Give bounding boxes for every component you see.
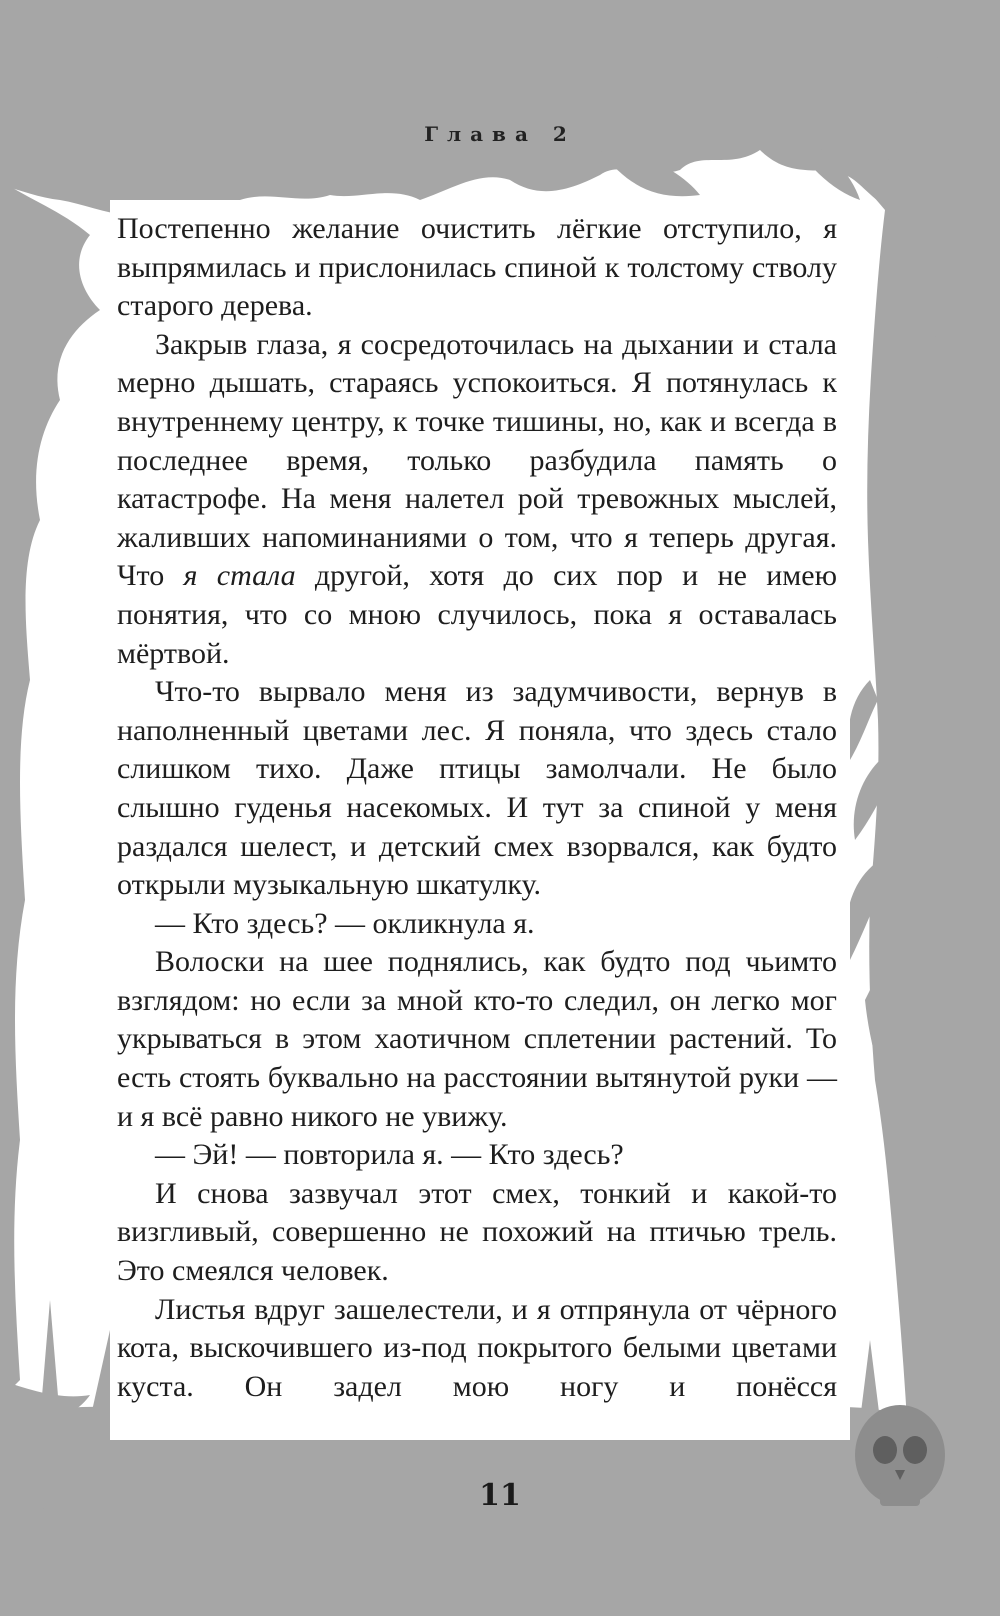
paragraph: Волоски на шее поднялись, как будто под чьимто взглядом: но если за мной кто-то следил, он легко мог укрываться в этом хаотичном сплетении растений. То есть стоять буквально на расстоянии вытянутой руки — и я всё равно никого не увижу. [117,945,837,1133]
paragraph: — Эй! — повторила я. — Кто здесь? [155,1138,624,1172]
paragraph: И снова зазвучал этот смех, тонкий и какой-то визгливый, совершенно не похожий на птичью трель. Это смеялся человек. [117,1176,837,1288]
paragraph: Закрыв глаза, я сосредоточилась на дыхании и стала мерно дышать, стараясь успокоиться. Я потянулась к внутреннему центру, к точке тишины, но, как и всегда в последнее время, только разбудила память о катастрофе. На меня налетел рой тревожных мыслей, жаливших напоминаниями о том, что я теперь другая. Что я стала другой, хотя до сих пор и не имею понятия, что со мною случилось, пока я оставалась мёртвой. [117,327,837,670]
paragraph: Что-то вырвало меня из задумчивости, вернув в наполненный цветами лес. Я поняла, что здесь стало слишком тихо. Даже птицы замолчали. Не было слышно гуденья насекомых. И тут за спиной у меня раздался шелест, и детский смех взорвался, как будто открыли музыкальную шкатулку. [117,675,837,902]
body-text [117,210,837,1406]
paragraph: — Кто здесь? — окликнула я. [155,906,535,940]
chapter-header: Глава 2 [424,122,576,146]
paragraph: Постепенно желание очистить лёгкие отступило, я выпрямилась и прислонилась спиной к толстому стволу старого дерева. [117,212,837,323]
italic-emphasis: я стала [183,559,296,593]
paragraph: Листья вдруг зашелестели, и я отпрянула от чёрного кота, выскочившего из-под покрытого белыми цветами куста. Он задел мою ногу и понёсся [117,1292,837,1403]
page-number: 11 [479,1478,521,1513]
